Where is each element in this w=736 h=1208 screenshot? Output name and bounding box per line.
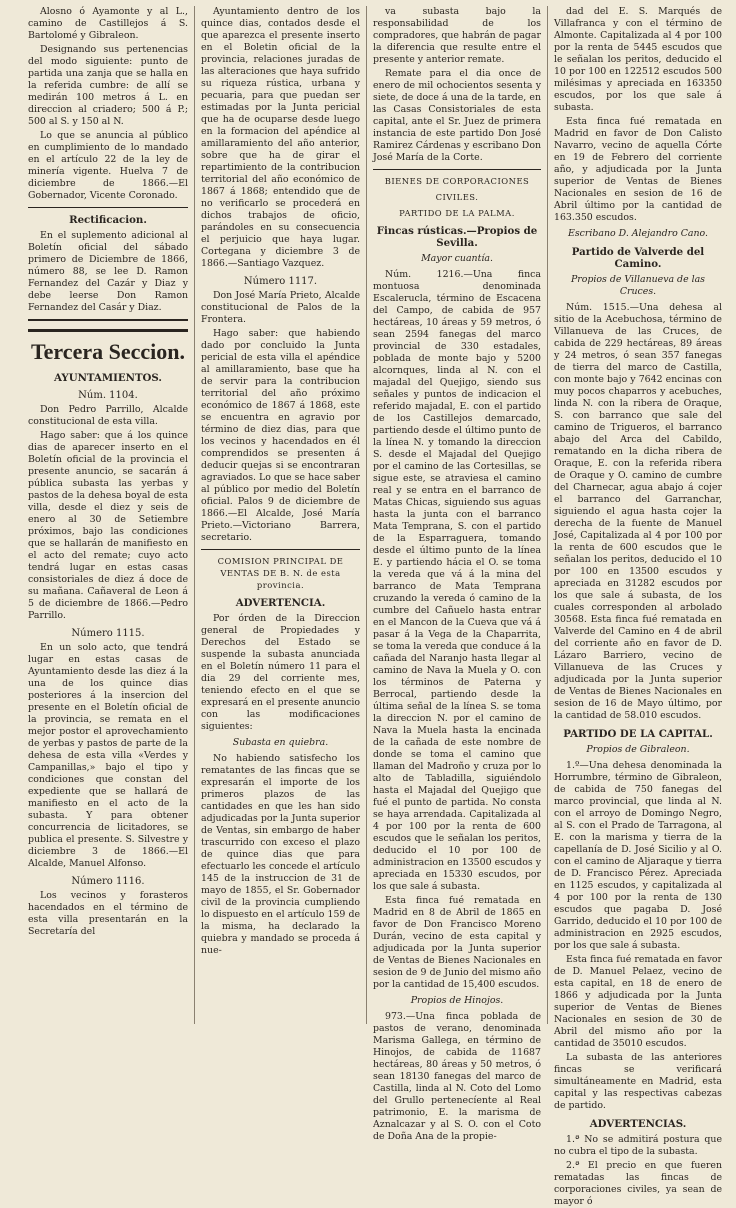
paragraph: Remate para el dia once de enero de mil ochocientos sesenta y siete, de doce á una de la tarde, en las Casas Consistoriales de esta capital, ante el Sr. Juez de primera instancia de este partido Don José Ramirez Cárdenas y escribano Don José María de la Corte. (373, 68, 541, 163)
notice-heading: Don Pedro Parrillo, Alcalde constitucional de esta villa. (28, 404, 188, 427)
paragraph: Alosno ó Ayamonte y al L., camino de Castillejos á S. Bartolomé y Gibraleon. (28, 6, 188, 41)
paragraph: La subasta de las anteriores fincas se verificará simultáneamente en Madrid, esta capital y las respectivas cabezas de partido. (554, 1052, 722, 1111)
paragraph: 1.ª No se admitirá postura que no cubra el tipo de la subasta. (554, 1134, 722, 1157)
notice-heading: Don José María Prieto, Alcalde constitucional de Palos de la Frontera. (201, 290, 360, 325)
advertencia-heading: ADVERTENCIA. (235, 597, 326, 609)
paragraph: Esta finca fué rematada en Madrid en favor de Don Calisto Navarro, vecino de aquella Córte en 19 de Febrero del corriente año, y adjudicada por la Junta superior de Ventas de Bienes Nacionales en sesion de 16 de Abril último por la cantidad de 163.350 escudos. (554, 116, 722, 223)
partido-heading: PARTIDO DE LA PALMA. (399, 208, 515, 218)
paragraph: Núm. 1515.—Una dehesa al sitio de la Acebuchosa, término de Villanueva de las Cruces, de cabida de 229 hectáreas, 89 áreas y 24 metros, ó sean 357 fanegas de tierra del marco de Castilla, con monte bajo y 7642 encinas con muy pocos chaparros y acebuches, linda N. con la ribera de Oraque, S. con barranco que sale del camino de Trigueros, el barranco abajo del Arca del Cabildo, rematando en la dicha ribera de Oraque, E. con la referida ribera de Oraque y O. camino de cumbre del Charnecar, agua abajo á cojer el barranco del Garranchar, siguiendo el agua hasta cojer la derecha de la fuente de Manuel José, Capitalizada al 4 por 100 por la renta de 600 escudos que le señalan los peritos, deducido el 10 por 100 en 13500 escudos y apreciada en 31282 escudos por los que sale á subasta, de los cuales corresponden al arbolado 30568. Esta finca fué rematada en Valverde del Camino en 4 de abril del corriente año en favor de D. Lázaro Barriero, vecino de Villanueva de las Cruces y adjudicada por la Junta superior de Ventas de Bienes Nacionales en sesion de 16 de Mayo último, por la cantidad de 58.010 escudos. (554, 302, 722, 721)
paragraph: 2.ª El precio en que fueren rematadas las fincas de corporaciones civiles, ya sean de mayor ó (554, 1160, 722, 1207)
villanueva-heading: Propios de Villanueva de las Cruces. (570, 274, 705, 297)
escribano-signature: Escribano D. Alejandro Cano. (568, 228, 708, 239)
ayuntamientos-heading: AYUNTAMIENTOS. (54, 372, 162, 384)
paragraph: Esta finca fué rematada en Madrid en 8 de Abril de 1865 en favor de Don Francisco Moreno Durán, vecino de esta capital y adjudicada por la Junta superior de Ventas de Bienes Nacionales en sesion de 9 de Junio del mismo año por la cantidad de 15,400 escudos. (373, 895, 541, 990)
notice-number: Núm. 1104. (78, 390, 138, 401)
paragraph: No habiendo satisfecho los rematantes de las fincas que se expresarán el importe de los primeros plazos de las cantidades en que les han sido adjudicadas por la Junta superior de Ventas, sin embargo de haber trascurrido con exceso el plazo de quince dias que para efectuarlo les concede el artículo 145 de la instruccion de 31 de mayo de 1855, el Sr. Gobernador civil de la provincia cumpliendo lo dispuesto en el artículo 159 de la misma, ha declarado la quiebra y mandado se proceda á nue- (201, 753, 360, 956)
paragraph: Esta finca fué rematada en favor de D. Manuel Pelaez, vecino de esta capital, en 18 de enero de 1866 y adjudicada por la Junta superior de Ventas de Bienes Nacionales en sesion de 30 de Abril del mismo año por la cantidad de 35010 escudos. (554, 954, 722, 1049)
paragraph: En un solo acto, que tendrá lugar en estas casas de Ayuntamiento desde las diez á la una de los quince dias posteriores á la insercion del presente en el Boletín oficial de la provincia, se remata en el mejor postor el aprovechamiento de yerbas y pastos de parte de la dehesa de esta villa «Verdes y Campanillas,» bajo el tipo y condiciones que constan del expediente que se hallará de manifiesto en el acto de la subasta. Y para obtener concurrencia de licitadores, se publica el presente. S. Silvestre y diciembre 3 de 1866.—El Alcalde, Manuel Alfonso. (28, 642, 188, 869)
divider (28, 319, 188, 321)
partido-valverde-heading: Partido de Valverde del Camino. (571, 246, 705, 270)
paragraph: Los vecinos y forasteros hacendados en el término de esta villa presentarán en la Secretaría del (28, 890, 188, 937)
hinojos-heading: Propios de Hinojos. (410, 995, 504, 1006)
notice-number: Número 1117. (243, 276, 318, 287)
civiles-heading: CIVILES. (435, 192, 479, 202)
paragraph: Lo que se anuncia al público en cumplimiento de lo mandado en el artículo 22 de la ley de minería vigente. Huelva 7 de diciembre de 1866.—El Gobernador, Vicente Coronado. (28, 130, 188, 201)
notice-number: Número 1116. (71, 876, 145, 887)
partido-capital-heading: PARTIDO DE LA CAPITAL. (563, 728, 713, 740)
section-title: Tercera Seccion. (28, 329, 188, 366)
divider (373, 169, 541, 170)
paragraph: Hago saber: que habiendo dado por concluido la Junta pericial de esta villa el apéndice al amillaramiento, base que ha de servir para la contribucion territorial del año próximo económico de 1867 á 1868, este se encuentra en agravio por término de diez dias, para que los vecinos y hacendados en él comprendidos se presenten á deducir quejas si se encontraran agraviados. Lo que se hace saber al público por medio del Boletín oficial. Palos 9 de diciembre de 1866.—El Alcalde, José María Prieto.—Victoriano Barrera, secretario. (201, 328, 360, 543)
column-3 (366, 6, 547, 1142)
column-1 (22, 6, 194, 1024)
paragraph: 973.—Una finca poblada de pastos de verano, denominada Marisma Gallega, en término de Hinojos, de cabida de 11687 hectáreas, 80 áreas y 50 metros, ó sean 18130 fanegas del marco de Castilla, linda al N. Coto del Lomo del Grullo pertenecíente al Real patrimonio, E. la marisma de Aznalcazar y al S. O. con el Coto de Doña Ana de la propie- (373, 1011, 541, 1142)
paragraph: Núm. 1216.—Una finca montuosa denominada Escalerucla, término de Escacena del Campo, de cabida de 957 hectáreas, 10 áreas y 59 metros, ó sean 2594 fanegas del marco provincial de 330 estadales, poblada de monte bajo y 5200 alcornques, linda al N. con el majadal del Quejigo, siendo sus señales y puntos de indicacion el referido majadal, E. con el partido de los Castillejos demarcado, partiendo desde el último punto de la línea N. y tomando la direccion S. desde el Majadal del Quejigo por el camino de las Cortesillas, se sigue este, se atraviesa el camino real y se entra en el barranco de Matas Chicas, siguiendo sus aguas hasta la junta con el barranco Mata Temprana, S. con el partido de la Esparraguera, tomando desde el último punto de la línea E. y partiendo hácia el O. se toma la vereda que vá á la mina del barranco de Mata Temprana cruzando la vereda ó camino de la cumbre del Cañuelo hasta entrar en el Mancon de la Cueva que vá á pasar á la Vega de la Chaparrita, se toma la vereda que conduce á la cañada del Naranjo hasta llegar al camino de Nava la Muela y O. con los términos de Paterna y Berrocal, partiendo desde la última señal de la línea S. se toma la direccion N. por el camino de Nava la Muela hasta la encinada de la cañada de este nombre de donde se toma el camino que llaman del Madroño y cruza por lo alto de Tabladilla, siguiéndolo hasta el Majadal del Quejigo que fué el punto de partida. No consta se haya arrendada. Capitalizada al 4 por 100 por la renta de 600 escudos que le señalan los peritos, deducido el 10 por 100 de administracion en 13500 escudos y apreciada en 15330 escudos, por los que sale á subasta. (373, 269, 541, 892)
fincas-heading: Fincas rústicas.—Propios de Sevilla. (376, 225, 538, 249)
column-2 (194, 6, 366, 1024)
column-4 (547, 6, 728, 1207)
paragraph: Hago saber: que á los quince dias de aparecer inserto en el Boletín oficial de la provincia el presente anuncio, se sacarán á pública subasta las yerbas y pastos de la dehesa boyal de esta villa, desde el diez y seis de enero al 30 de Setiembre próximos, bajo las condiciones que se hallarán de manifiesto en el acto del remate; cuyo acto tendrá lugar en estas casas consistoriales de diez á doce de su mañana. Cañaveral de Leon á 5 de diciembre de 1866.—Pedro Parrillo. (28, 430, 188, 621)
paragraph: Ayuntamiento dentro de los quince dias, contados desde el que aparezca el presente inserto en el Boletin oficial de la provincia, relaciones juradas de las alteraciones que haya sufrido su riqueza rústica, urbana y pecuaria, para que puedan ser estimadas por la Junta pericial que ha de ocuparse desde luego en la formacion del apéndice al amillaramiento del año anterior, sobre que ha de girar el repartimiento de la contribucion territorial del año económico de 1867 á 1868; entendido que de no verificarlo se procederá en dichos trabajos de oficio, parándoles en su consecuencia el perjuicio que haya lugar. Cortegana y diciembre 3 de 1866.—Santiago Vazquez. (201, 6, 360, 269)
gibraleon-heading: Propios de Gibraleon. (586, 744, 690, 755)
comision-heading: COMISION PRINCIPAL DE VENTAS DE B. N. de esta provincia. (217, 556, 344, 590)
paragraph: dad del E. S. Marqués de Villafrancа y con el término de Almonte. Capitalizada al 4 por 100 por la renta de 5445 escudos que le señalan los peritos, deducido el 10 por 100 en 122512 escudos 500 milésimas y apreciada en 163350 escudos, por los que sale á subasta. (554, 6, 722, 113)
notice-number: Número 1115. (71, 628, 145, 639)
paragraph: Designando sus pertenencias del modo siguiente: punto de partida una zanja que se halla en la referida cumbre: de allí se medirán 100 metros á L. en direccion al criadero; 500 á P.; 500 al S. y 150 al N. (28, 44, 188, 127)
columns (22, 6, 730, 1207)
rectificacion-heading: Rectificacion. (69, 214, 147, 226)
divider (28, 207, 188, 208)
paragraph: va subasta bajo la responsabilidad de los compradores, que habrán de pagar la diferencia que resulte entre el presente y anterior remate. (373, 6, 541, 65)
divider (201, 549, 360, 550)
advertencias-heading: ADVERTENCIAS. (589, 1118, 687, 1130)
paragraph: Por órden de la Direccion general de Propiedades y Derechos del Estado se suspende la subasta anunciada en el Boletín número 11 para el dia 29 del corriente mes, teniendo efecto en el que se expresará en el presente anuncio con las modificaciones siguientes: (201, 613, 360, 732)
paragraph: En el suplemento adicional al Boletín oficial del sábado primero de Diciembre de 1866, número 88, se lee D. Ramon Fernandez del Cazár y Diaz y debe leerse Don Ramon Fernandez del Casár y Diaz. (28, 230, 188, 313)
paragraph: 1.º—Una dehesa denominada la Horrumbre, término de Gibraleon, de cabida de 750 fanegas del marco provincial, que linda al N. con el arroyo de Domingo Negro, al S. con el Prado de Tarragona, al E. con la marisma y tierra de la capellanía de D. José Sicilio y al O. con el camino de Aljaraque y tierra de D. Francisco Pérez. Apreciada en 1125 escudos, y capitalizada al 4 por 100 por la renta de 130 escudos que pagaba D. José Garrido, deducido el 10 por 100 de administracion en 2925 escudos, por los que sale á subasta. (554, 760, 722, 951)
subasta-heading: Subasta en quiebra. (232, 737, 329, 748)
bienes-heading: BIENES DE CORPORACIONES (384, 176, 530, 186)
mayor-cuantia-heading: Mayor cuantía. (421, 253, 493, 264)
